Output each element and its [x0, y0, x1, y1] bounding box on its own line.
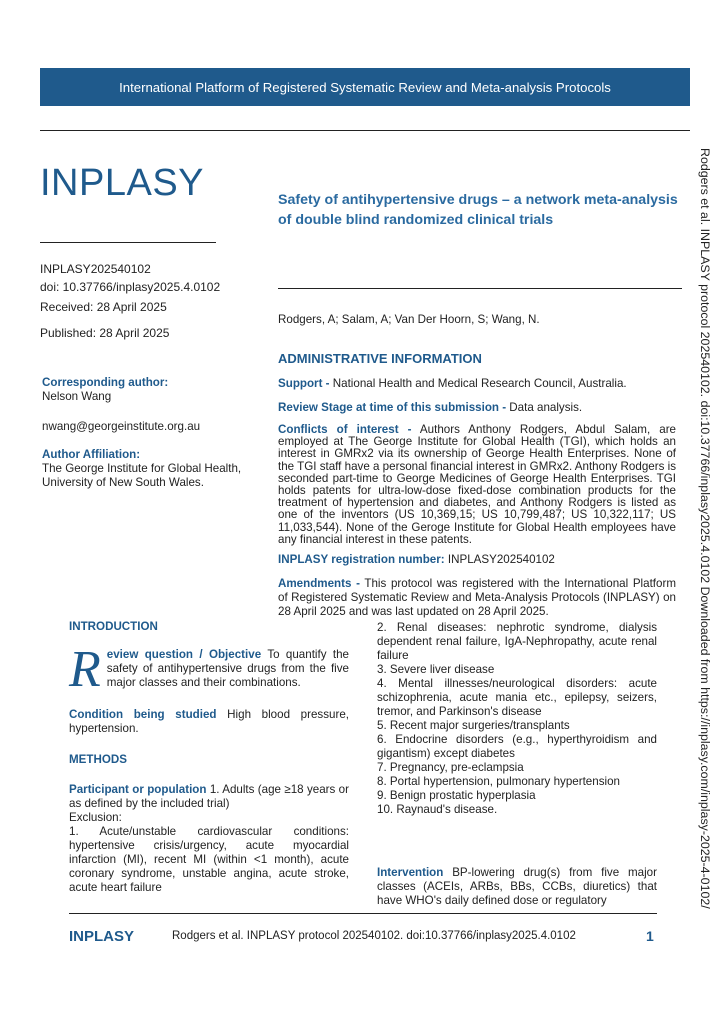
- brand-underline: [40, 242, 216, 243]
- coi-label: Conflicts of interest -: [278, 423, 412, 436]
- footer-rule: [69, 913, 657, 914]
- author-list: Rodgers, A; Salam, A; Van Der Hoorn, S; Wang, N.: [278, 313, 540, 326]
- list-item: 6. Endocrine disorders (e.g., hyperthyroidism and gigantism) except diabetes: [377, 733, 657, 760]
- methods-heading: METHODS: [69, 753, 127, 766]
- introduction-heading: INTRODUCTION: [69, 620, 158, 633]
- list-item: 5. Recent major surgeries/transplants: [377, 719, 570, 732]
- protocol-id: INPLASY202540102: [40, 262, 151, 276]
- registration-number: INPLASY202540102: [447, 553, 555, 566]
- review-question-para: [69, 641, 349, 698]
- admin-heading: ADMINISTRATIVE INFORMATION: [278, 351, 482, 366]
- stage-label: Review Stage at time of this submission -: [278, 401, 507, 414]
- list-item: 2. Renal diseases: nephrotic syndrome, dialysis dependent renal failure, IgA-Nephropathy, acute renal failure: [377, 621, 657, 662]
- vertical-citation: Rodgers et al. INPLASY protocol 202540102. doi:10.37766/inplasy2025.4.0102 Downloaded from https://inplasy.com/inplasy-2025-4-0102/: [698, 148, 712, 909]
- condition-text: High blood pressure, hypertension.: [69, 708, 349, 735]
- brand-logo: INPLASY: [40, 162, 205, 204]
- support-label: Support -: [278, 377, 330, 390]
- exclusion-list-continued: [377, 621, 657, 817]
- list-item: 10. Raynaud's disease.: [377, 803, 498, 816]
- registration-label: INPLASY registration number:: [278, 553, 445, 566]
- intervention-text: BP-lowering drug(s) from five major classes (ACEIs, ARBs, BBs, CCBs, diuretics) that have WHO's daily defined dose or regulatory: [377, 866, 657, 907]
- list-item: 4. Mental illnesses/neurological disorders: acute schizophrenia, acute mania etc., epilepsy, seizers, tremor, and Parkinson's disease: [377, 677, 657, 718]
- population-para: [69, 783, 349, 895]
- banner-text: International Platform of Registered Systematic Review and Meta-analysis Protocols: [119, 79, 611, 95]
- condition-para: [69, 708, 349, 736]
- exclusion-item: 1. Acute/unstable cardiovascular conditions: hypertensive crisis/urgency, acute myocardial infarction (MI), recent MI (within <1 month), acute coronary syndrome, unstable angina, acute stroke, acute heart failure: [69, 825, 349, 894]
- top-rule: [40, 130, 690, 131]
- title-rule: [278, 288, 682, 289]
- page-number: 1: [646, 928, 654, 944]
- coi-text: Authors Anthony Rodgers, Abdul Salam, are employed at The George Institute for Global Health (TGI), which holds an interest in GMRx2 via its ownership of George Health Enterprises. None of the TGI staff have a personal financial interest in GMRx2. Anthony Rodgers is seconded part-time to George Medicines of George Health Enterprises. TGI holds patents for ultra-low-dose fixed-dose combination products for the treatment of hypertension and diabetes, and Anthony Rodgers is listed as one of the inventors (US 10,369,15; US 10,799,487; US 10,322,117; US 11,033,544). None of the Geroge Institute for Global Health employees have any financial interest in these patents.: [278, 423, 676, 546]
- amendments-para: [278, 577, 676, 619]
- review-question-text: To quantify the safety of antihypertensive drugs from the five major classes and their combinations.: [106, 648, 349, 689]
- corresponding-name: Nelson Wang: [42, 390, 112, 403]
- paper-title: Safety of antihypertensive drugs – a network meta-analysis of double blind randomized clinical trials: [278, 192, 678, 228]
- coi-para: [278, 424, 676, 546]
- footer-citation: Rodgers et al. INPLASY protocol 202540102. doi:10.37766/inplasy2025.4.0102: [172, 930, 576, 942]
- amendments-text: This protocol was registered with the International Platform of Registered Systematic Review and Meta-Analysis Protocols (INPLASY) on 28 April 2025 and was last updated on 28 April 2025.: [278, 577, 676, 618]
- registration-para: [278, 553, 676, 566]
- corresponding-label: Corresponding author:: [42, 376, 169, 389]
- affiliation-label: Author Affiliation:: [42, 448, 141, 461]
- footer-brand: INPLASY: [69, 928, 135, 945]
- author-email[interactable]: nwang@georgeinstitute.org.au: [42, 420, 201, 433]
- support-text: National Health and Medical Research Council, Australia.: [332, 377, 627, 390]
- received-date: Received: 28 April 2025: [40, 300, 167, 314]
- list-item: 3. Severe liver disease: [377, 663, 495, 676]
- review-question-label: eview question / Objective: [106, 648, 262, 661]
- list-item: 7. Pregnancy, pre-eclampsia: [377, 761, 524, 774]
- population-text: 1. Adults (age ≥18 years or as defined by the included trial): [69, 783, 349, 810]
- exclusion-label: Exclusion:: [69, 811, 122, 824]
- drop-cap: R: [69, 641, 101, 698]
- stage-text: Data analysis.: [509, 401, 583, 414]
- intervention-para: [377, 866, 657, 908]
- author-affiliation: [42, 448, 248, 490]
- corresponding-author: [42, 376, 242, 404]
- support-para: [278, 377, 676, 390]
- published-date: Published: 28 April 2025: [40, 326, 170, 340]
- list-item: 9. Benign prostatic hyperplasia: [377, 789, 536, 802]
- journal-banner: [40, 68, 690, 106]
- population-label: Participant or population: [69, 783, 207, 796]
- amendments-label: Amendments -: [278, 577, 360, 590]
- condition-label: Condition being studied: [69, 708, 217, 721]
- list-item: 8. Portal hypertension, pulmonary hypertension: [377, 775, 620, 788]
- doi-text: doi: 10.37766/inplasy2025.4.0102: [40, 280, 221, 294]
- affiliation-text: The George Institute for Global Health, University of New South Wales.: [42, 462, 242, 489]
- intervention-label: Intervention: [377, 866, 444, 879]
- stage-para: [278, 401, 676, 414]
